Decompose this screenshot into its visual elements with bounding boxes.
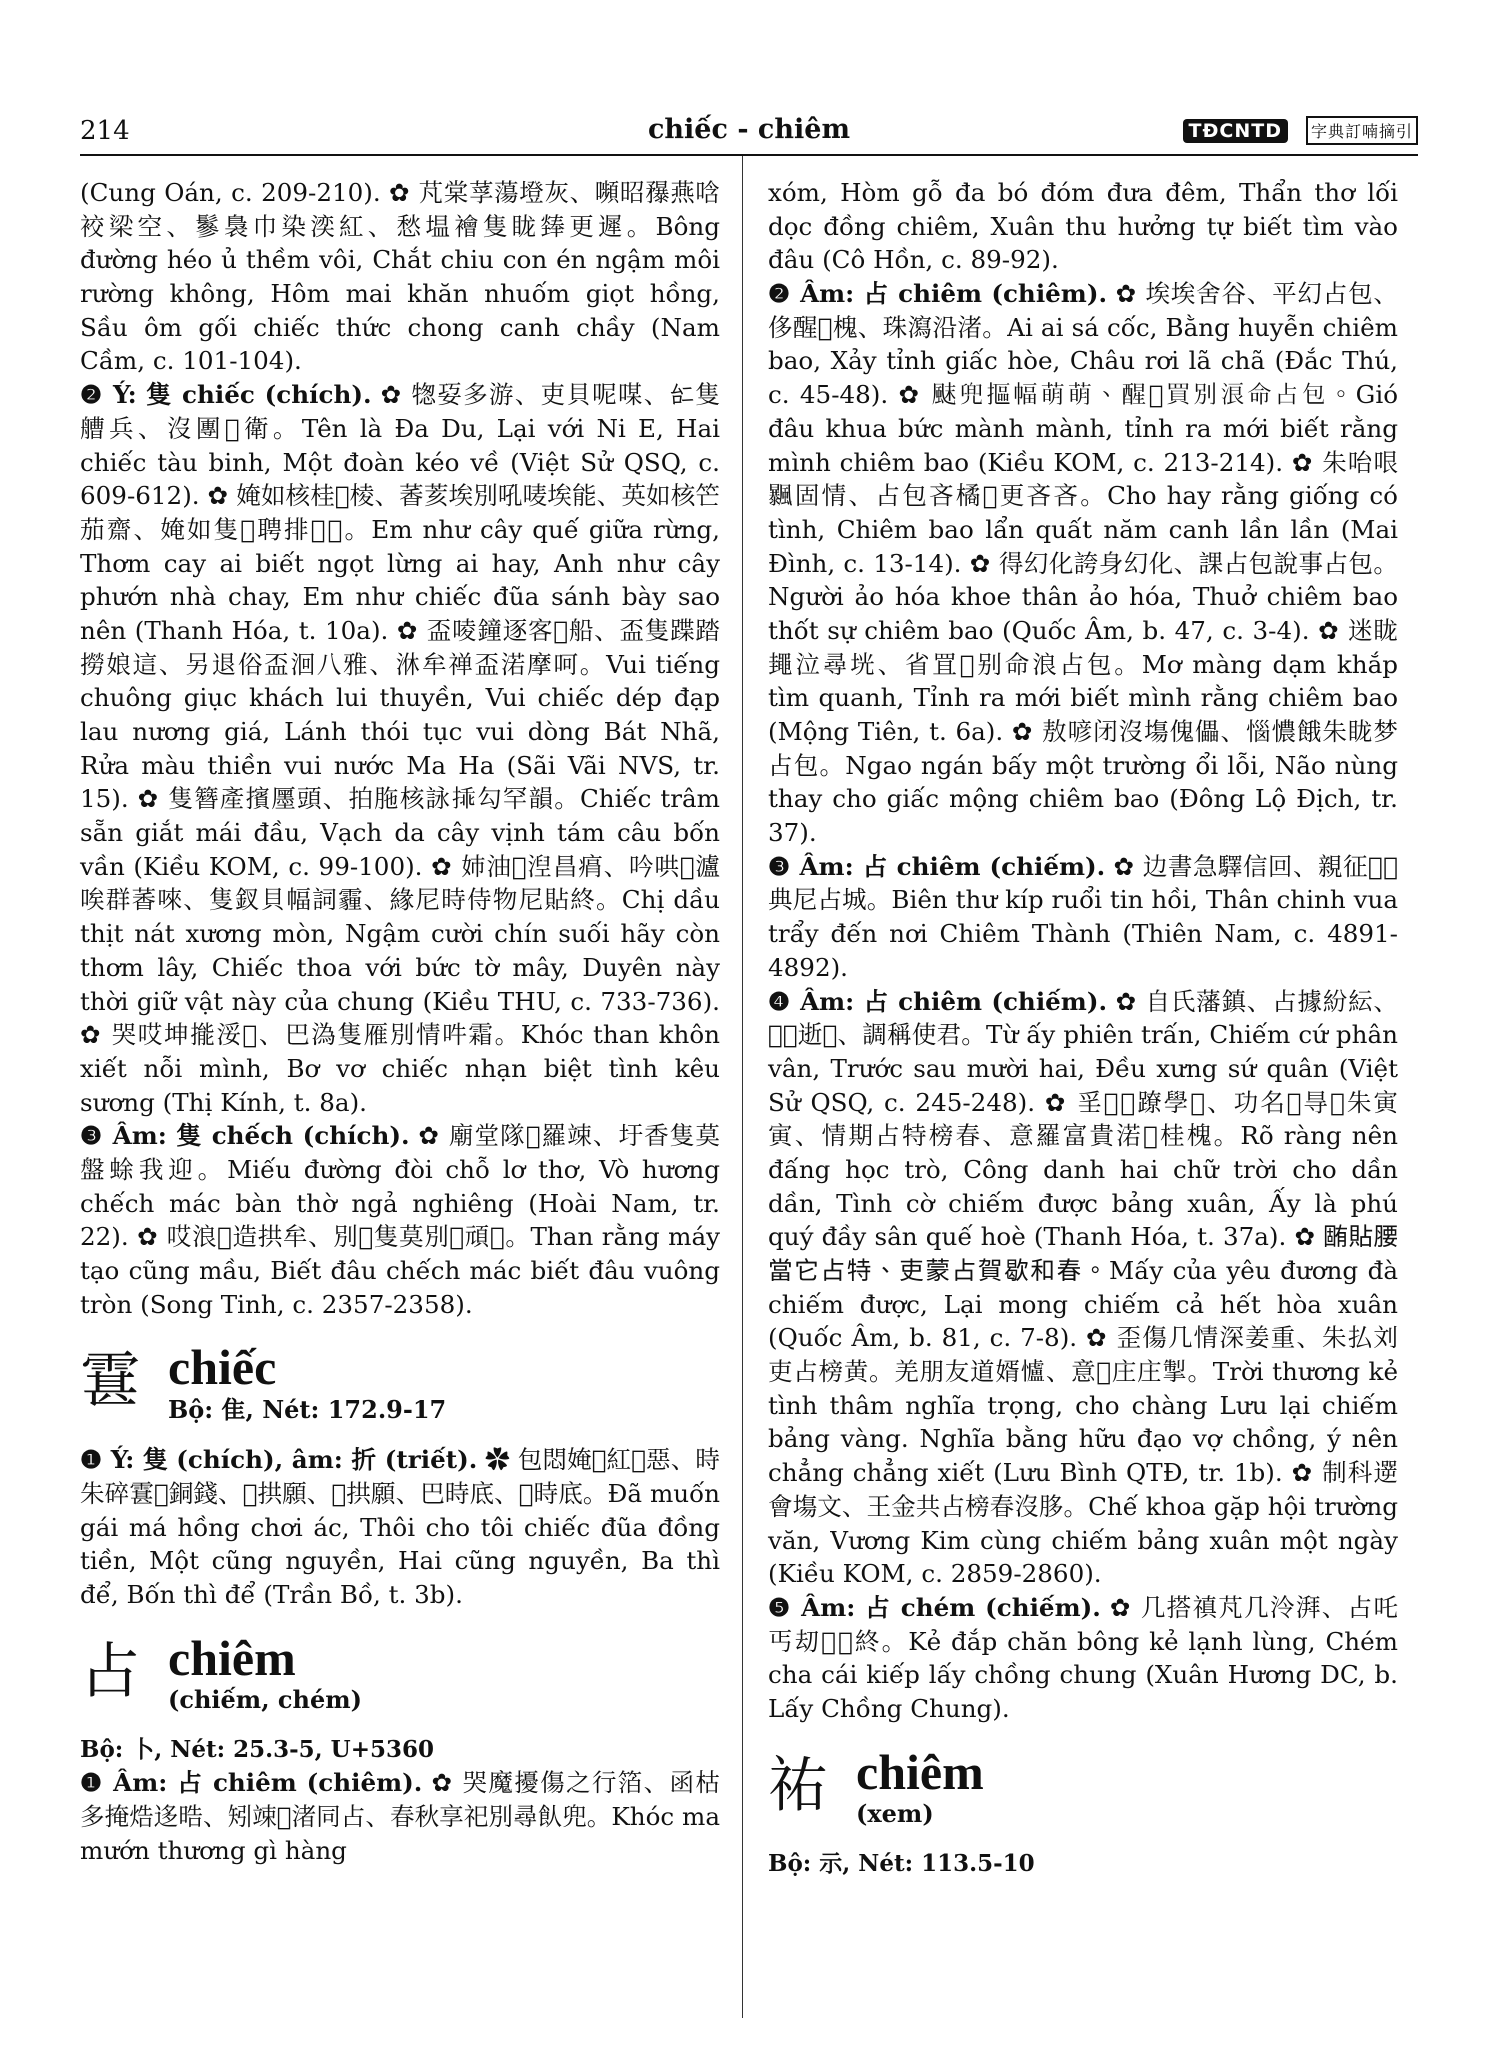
right-sense-4-text: ✿ 自氏藩鎮、占據紛紜、𢾿𩂐逝𠄩、調稱使君。Từ ấy phiên trấn, Chiếm cứ phân vân, Trước sau mười hai, Đều xưng sứ quân (Việt Sử QSQ, c. 245-248). ✿ 㸒𤉗𨪝蹽學𠊛、功名𠄩㝵𨖲朱寅寅、情期占特榜春、意羅富貴渃𡑝桂槐。Rõ ràng nên đấng học trò, Công danh hai chữ trời cho dần dần, Tình cờ chiếm được bảng xuân, Ấy là phú quý đầy sân quế hoè (Thanh Hóa, t. 37a). ✿ 𣎏貼腰當它占特、吏蒙占賀歇和春。Mấy của yêu đương đà chiếm được, Lại mong chiếm cả hết hòa xuân (Quốc Âm, b. 81, c. 7-8). ✿ 歪傷几情深姜重、朱払刘吏占榜黄。羌朋友道婿𢥈、意𨪝庄庄掣。Trời thương kẻ tình thâm nghĩa trọng, cho chàng Lưu lại chiếm bảng vàng. Nghĩa bằng hữu đạo vợ chồng, ý nên chẳng chẳng xiết (Lưu Bình QTĐ, tr. 1b). ✿ 制科遻會塲文、王金共占榜春沒䏧。Chế khoa gặp hội trường văn, Vương Kim cùng chiếm bảng xuân một ngày (Kiều KOM, c. 2859-2860). bbox=[768, 986, 1398, 1589]
right-sense-2-text: ✿ 埃埃舍谷、平幻占包、侈醒𣉹槐、珠瀉沿渚。Ai ai sá cốc, Bằng huyễn chiêm bao, Xảy tỉnh giấc hòe, Châu rơi lã chã (Đắc Thú, c. 45-48). ✿ 𩗂兜摳幅萌萌、醒𦋦買別浪命占包。Gió đâu khua bức mành mành, tỉnh ra mới biết rằng mình chiêm bao (Kiều KOM, c. 213-214). ✿ 朱咍哏𩙕固情、占包吝橘𩯬更吝吝。Cho hay rằng giống có tình, Chiêm bao lẩn quất năm canh lần lần (Mai Đình, c. 13-14). ✿ 得幻化誇身幻化、課占包說事占包。Người ảo hóa khoe thân ảo hóa, Thuở chiêm bao thốt sự chiêm bao (Quốc Âm, b. 47, c. 3-4). ✿ 迷眬䵷泣尋垙、省罝󰊐别命浪占包。Mơ màng dạm khắp tìm quanh, Tỉnh ra mới biết mình rằng chiêm bao (Mộng Tiên, t. 6a). ✿ 敖喭闭沒塲傀儡、惱憹餓朱眬梦占包。Ngao ngán bấy một trường ổi lỗi, Não nùng thay cho giấc mộng chiêm bao (Đông Lộ Địch, tr. 37). bbox=[768, 279, 1398, 848]
sense-3-text: ✿ 廟堂隊𡓁羅竦、圩香隻莫盤蜍我迎。Miếu đường đòi chỗ lơ thơ, Vò hương chếch mác bàn thờ ngả nghiêng (Hoài Nam, tr. 22). ✿ 哎浪𣞪造拱牟、別𦋦隻莫別𦋦頑𩨪。Than rằng máy tạo cũng mầu, Biết đâu chếch mác biết đâu vuông tròn (Song Tinh, c. 2357-2358). bbox=[80, 1121, 720, 1319]
entry-chiem-radical-text: Bộ: 卜, Nét: 25.3-5, U+5360 bbox=[80, 1735, 434, 1763]
right-sense-4-label: ❹ Âm: 占 chiêm (chiếm). bbox=[768, 986, 1108, 1016]
nom-dictionary-logo: 字典訂喃摘引 bbox=[1306, 116, 1418, 145]
entry-chiem-sense-1 bbox=[80, 1766, 720, 1867]
right-column bbox=[768, 176, 1398, 1880]
column-divider bbox=[742, 156, 743, 2018]
page-header bbox=[80, 112, 1418, 156]
header-logos bbox=[1183, 116, 1418, 145]
right-sense-3-text: ✿ 边書急驛信回、親征𢃊𨀈典尼占城。Biên thư kíp ruổi tin hồi, Thân chinh vua trẩy đến nơi Chiêm Thành (Thiên Nam, c. 4891-4892). bbox=[768, 851, 1398, 982]
running-head: chiếc - chiêm bbox=[647, 114, 851, 145]
right-sense-3-label: ❸ Âm: 占 chiêm (chiếm). bbox=[768, 851, 1106, 881]
right-sense-3 bbox=[768, 850, 1398, 985]
entry-chiec bbox=[80, 1341, 720, 1441]
entry-chiec-radical: Bộ: 隹, Nét: 172.9-17 bbox=[168, 1394, 447, 1424]
entry-chiem-xem bbox=[768, 1743, 1398, 1846]
right-paragraph-1: xóm, Hòm gỗ đa bó đóm đưa đêm, Thẩn thơ lối dọc đồng chiêm, Xuân thu hưởng tự biết tìm vào đâu (Cô Hồn, c. 89-92). bbox=[768, 178, 1398, 275]
right-sense-5-label: ❺ Âm: 占 chém (chiếm). bbox=[768, 1592, 1101, 1622]
right-sense-5 bbox=[768, 1591, 1398, 1726]
entry-chiec-headword: chiếc bbox=[168, 1339, 277, 1396]
entry-chiem-xem-radical-text: Bộ: 示, Nét: 113.5-10 bbox=[768, 1849, 1035, 1877]
sense-2-label: ❷ Ý: 隻 chiếc (chích). bbox=[80, 380, 372, 410]
right-sense-5-text: ✿ 几搭禛芃几泠湃、占吒丐刧𥙩𢥈終。Kẻ đắp chăn bông kẻ lạnh lùng, Chém cha cái kiếp lấy chồng chung (Xuân Hương DC, b. Lấy Chồng Chung). bbox=[768, 1592, 1398, 1723]
left-column bbox=[80, 176, 720, 1867]
entry-chiem-radical bbox=[80, 1734, 720, 1767]
entry-chiem-xem-reading: (xem) bbox=[856, 1799, 934, 1829]
right-sense-2 bbox=[768, 277, 1398, 850]
entry-chiem-sense-1-label: ❶ Âm: 占 chiêm (chiêm). bbox=[80, 1768, 423, 1798]
sense-3-label: ❸ Âm: 隻 chếch (chích). bbox=[80, 1121, 410, 1151]
entry-chiem-character: 占 bbox=[80, 1636, 140, 1707]
entry-chiem-readings: (chiếm, chém) bbox=[168, 1685, 362, 1715]
entry-chiem-xem-radical bbox=[768, 1848, 1398, 1881]
entry-chiec-character: 䨢 bbox=[80, 1346, 140, 1417]
right-sense-4 bbox=[768, 985, 1398, 1591]
left-sense-2 bbox=[80, 378, 720, 1119]
entry-chiem-xem-character: 祐 bbox=[768, 1750, 828, 1821]
right-sense-2-label: ❷ Âm: 占 chiêm (chiêm). bbox=[768, 279, 1108, 309]
tdcntd-logo: TĐCNTD bbox=[1183, 119, 1288, 143]
sense-2-text: ✿ 㹅㚽多游、吏貝呢㖼、𠄩隻艚兵、沒團𢬣衛。Tên là Đa Du, Lại với Ni E, Hai chiếc tàu binh, Một đoàn kéo về (Việt Sử QSQ, c. 609-612). ✿ 㛪如核桂𦣰棱、萫荄埃別吼唛埃能、英如核笀茄齋、㛪如隻𩌂聘排𢩾𨪝。Em như cây quế giữa rừng, Thơm cay ai biết ngọt lừng ai hay, Anh như cây phướn nhà chay, Em như chiếc đũa sánh bày sao nên (Thanh Hóa, t. 10a). ✿ 盃㖫鐘逐客𨀈船、盃隻蹀踏撈娘這、另退俗盃洄八雅、㳜牟禅盃渃摩呵。Vui tiếng chuông giục khách lui thuyền, Vui chiếc dép đạp lau nương giá, Lánh thói tục vui dòng Bát Nhã, Rửa màu thiền vui nước Ma Ha (Sãi Vãi NVS, tr. 15). ✿ 隻簪產擯㕓頭、拍胣核詠𢮿勾罕韻。Chiếc trâm sẵn giắt mái đầu, Vạch da cây vịnh tám câu bốn vần (Kiều KOM, c. 99-100). ✿ 姉油𦛌湼昌㾓、吟哄𢗼瀘唉群萫唻、隻釵貝幅詞霾、緣尼時侍物尼貼終。Chị dầu thịt nát xương mòn, Ngậm cười chín suối hãy còn thơm lây, Chiếc thoa với bức tờ mây, Duyên này thời giữ vật này của chung (Kiều THU, c. 733-736). ✿ 哭哎坤㨢浽𨉓、巴溈隻雁別情吽霜。Khóc than khôn xiết nỗi mình, Bơ vơ chiếc nhạn biệt tình kêu sương (Thị Kính, t. 8a). bbox=[80, 380, 720, 1117]
entry-chiec-sense-1-label: ❶ Ý: 隻 (chích), âm: 折 (triết). bbox=[80, 1445, 478, 1475]
entry-chiem bbox=[80, 1629, 720, 1732]
entry-chiec-sense-1-text: ✿ 包悶㛪𢬣紅𨔈惡、時朱碎䨢𩌂銅錢、𠬠拱願、𠄩拱願、巴時底、𦊚時底。Đã muốn gái má hồng chơi ác, Thôi cho tôi chiếc đũa đồng tiền, Một cũng nguyền, Hai cũng nguyền, Ba thì để, Bốn thì để (Trần Bồ, t. 3b). bbox=[80, 1445, 720, 1610]
left-sense-3 bbox=[80, 1119, 720, 1321]
page-number: 214 bbox=[80, 116, 130, 146]
entry-chiec-sense-1 bbox=[80, 1443, 720, 1611]
entry-chiem-xem-headword: chiêm bbox=[856, 1743, 984, 1800]
entry-chiem-headword: chiêm bbox=[168, 1629, 296, 1686]
entry-chiem-sense-1-text: ✿ 哭魔擾傷之行箔、函枯多掩焅迻晧、矧竦𨇒渚同占、春秋享祀別尋飤兜。Khóc ma mướn thương gì hàng bbox=[80, 1768, 720, 1865]
left-paragraph-1: (Cung Oán, c. 209-210). ✿ 芃棠莩蕩墱灰、嚬昭䂍燕唅䘨梁空、鬖裊巾染湙紅、愁塭襘隻眬㷯更遲。Bông đường héo ủ thềm vôi, Chắt chiu con én ngậm môi rường không, Hôm mai khăn nhuốm giọt hồng, Sầu ôm gối chiếc thức chong canh chầy (Nam Cầm, c. 101-104). bbox=[80, 178, 720, 376]
